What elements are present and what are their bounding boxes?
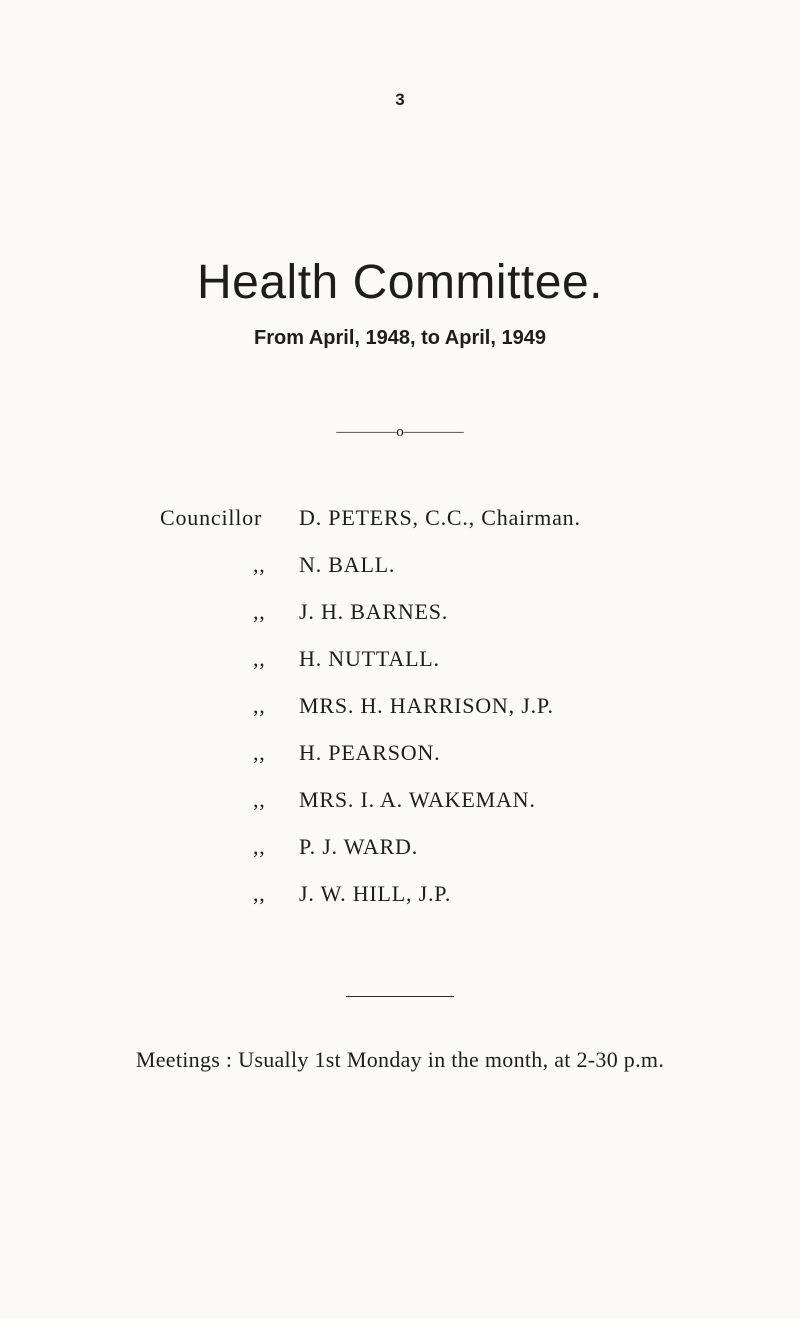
page-subtitle: From April, 1948, to April, 1949 bbox=[254, 327, 546, 349]
member-title: ,, bbox=[253, 693, 266, 718]
member-name: J. H. BARNES. bbox=[299, 599, 449, 624]
member-name: MRS. H. HARRISON, J.P. bbox=[299, 693, 554, 718]
divider-rule bbox=[346, 996, 454, 997]
member-title: Councillor bbox=[160, 505, 263, 530]
member-row bbox=[0, 552, 800, 588]
member-row bbox=[0, 693, 800, 729]
member-title: ,, bbox=[253, 881, 266, 906]
page-number: 3 bbox=[395, 90, 405, 109]
member-row bbox=[0, 787, 800, 823]
member-name: N. BALL. bbox=[299, 552, 396, 577]
member-name: H. PEARSON. bbox=[299, 740, 441, 765]
meetings-note: Meetings : Usually 1st Monday in the month, at 2-30 p.m. bbox=[135, 1047, 665, 1072]
member-row bbox=[0, 646, 800, 682]
member-row bbox=[0, 599, 800, 635]
member-title: ,, bbox=[253, 740, 266, 765]
member-name: P. J. WARD. bbox=[299, 834, 419, 859]
member-name: H. NUTTALL. bbox=[299, 646, 440, 671]
member-row bbox=[0, 834, 800, 870]
member-row bbox=[0, 505, 800, 541]
section-separator: ————o———— bbox=[336, 424, 464, 440]
member-row bbox=[0, 881, 800, 917]
member-title: ,, bbox=[253, 646, 266, 671]
page-title: Health Committee. bbox=[197, 256, 603, 309]
member-row bbox=[0, 740, 800, 776]
member-name: MRS. I. A. WAKEMAN. bbox=[299, 787, 536, 812]
member-title: ,, bbox=[253, 552, 266, 577]
member-title: ,, bbox=[253, 599, 266, 624]
member-title: ,, bbox=[253, 787, 266, 812]
member-name: D. PETERS, C.C., Chairman. bbox=[299, 505, 581, 530]
member-name: J. W. HILL, J.P. bbox=[299, 881, 452, 906]
member-title: ,, bbox=[253, 834, 266, 859]
